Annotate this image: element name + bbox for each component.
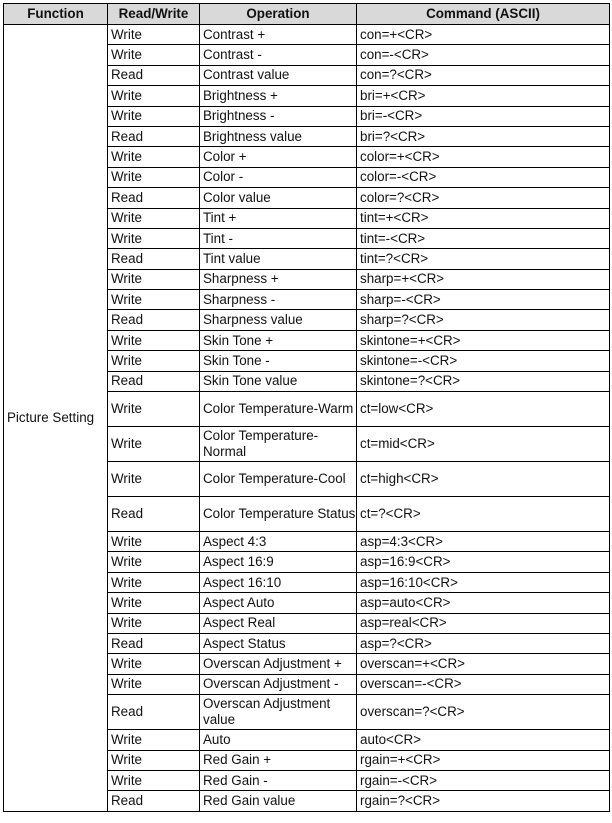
command-cell: color=+<CR> [357, 147, 610, 167]
command-cell: tint=-<CR> [357, 228, 610, 248]
read-write-cell: Read [108, 497, 200, 532]
read-write-cell: Write [108, 290, 200, 310]
read-write-cell: Write [108, 208, 200, 228]
operation-cell: Aspect Real [200, 613, 357, 633]
read-write-cell: Write [108, 25, 200, 45]
read-write-cell: Write [108, 750, 200, 770]
read-write-cell: Write [108, 674, 200, 694]
command-cell: asp=auto<CR> [357, 593, 610, 613]
command-cell: bri=+<CR> [357, 86, 610, 106]
table-row [4, 25, 610, 45]
operation-cell: Brightness + [200, 86, 357, 106]
read-write-cell: Write [108, 167, 200, 187]
command-cell: color=?<CR> [357, 188, 610, 208]
read-write-cell: Write [108, 86, 200, 106]
function-cell: Picture Setting [4, 25, 108, 812]
read-write-cell: Read [108, 249, 200, 269]
command-cell: sharp=+<CR> [357, 269, 610, 289]
command-cell: rgain=?<CR> [357, 791, 610, 811]
read-write-cell: Read [108, 310, 200, 330]
command-cell: rgain=+<CR> [357, 750, 610, 770]
read-write-cell: Write [108, 730, 200, 750]
read-write-cell: Write [108, 572, 200, 592]
command-cell: ct=mid<CR> [357, 427, 610, 462]
read-write-cell: Write [108, 770, 200, 790]
command-cell: skintone=+<CR> [357, 330, 610, 350]
operation-cell: Red Gain - [200, 770, 357, 790]
read-write-cell: Write [108, 351, 200, 371]
read-write-cell: Write [108, 552, 200, 572]
command-cell: color=-<CR> [357, 167, 610, 187]
operation-cell: Tint - [200, 228, 357, 248]
operation-cell: Color - [200, 167, 357, 187]
operation-cell: Sharpness + [200, 269, 357, 289]
read-write-cell: Read [108, 65, 200, 85]
command-cell: overscan=+<CR> [357, 654, 610, 674]
header-row [4, 4, 610, 25]
command-cell: ct=high<CR> [357, 462, 610, 497]
command-cell: auto<CR> [357, 730, 610, 750]
operation-cell: Brightness value [200, 126, 357, 146]
read-write-cell: Write [108, 45, 200, 65]
header-operation: Operation [200, 4, 357, 25]
read-write-cell: Write [108, 613, 200, 633]
operation-cell: Skin Tone value [200, 371, 357, 391]
command-table [3, 3, 610, 812]
operation-cell: Auto [200, 730, 357, 750]
read-write-cell: Read [108, 126, 200, 146]
operation-cell: Color value [200, 188, 357, 208]
operation-cell: Overscan Adjustment + [200, 654, 357, 674]
read-write-cell: Write [108, 532, 200, 552]
operation-cell: Aspect 16:9 [200, 552, 357, 572]
operation-cell: Sharpness value [200, 310, 357, 330]
command-cell: asp=16:9<CR> [357, 552, 610, 572]
read-write-cell: Write [108, 392, 200, 427]
operation-cell: Color Temperature Status [200, 497, 357, 532]
read-write-cell: Write [108, 427, 200, 462]
operation-cell: Aspect Status [200, 633, 357, 653]
command-cell: asp=real<CR> [357, 613, 610, 633]
read-write-cell: Write [108, 147, 200, 167]
read-write-cell: Write [108, 330, 200, 350]
operation-cell: Tint value [200, 249, 357, 269]
command-cell: bri=?<CR> [357, 126, 610, 146]
operation-cell: Color + [200, 147, 357, 167]
read-write-cell: Read [108, 371, 200, 391]
command-cell: sharp=-<CR> [357, 290, 610, 310]
read-write-cell: Write [108, 106, 200, 126]
operation-cell: Red Gain value [200, 791, 357, 811]
read-write-cell: Read [108, 791, 200, 811]
command-cell: asp=16:10<CR> [357, 572, 610, 592]
operation-cell: Red Gain + [200, 750, 357, 770]
header-function: Function [4, 4, 108, 25]
read-write-cell: Read [108, 633, 200, 653]
operation-cell: Tint + [200, 208, 357, 228]
operation-cell: Aspect 16:10 [200, 572, 357, 592]
read-write-cell: Read [108, 695, 200, 730]
command-cell: asp=?<CR> [357, 633, 610, 653]
table-body [4, 25, 610, 812]
header-read-write: Read/Write [108, 4, 200, 25]
command-cell: sharp=?<CR> [357, 310, 610, 330]
command-cell: con=+<CR> [357, 25, 610, 45]
operation-cell: Sharpness - [200, 290, 357, 310]
operation-cell: Skin Tone + [200, 330, 357, 350]
operation-cell: Color Temperature-Warm [200, 392, 357, 427]
command-cell: asp=4:3<CR> [357, 532, 610, 552]
read-write-cell: Write [108, 462, 200, 497]
command-cell: overscan=?<CR> [357, 695, 610, 730]
read-write-cell: Write [108, 228, 200, 248]
command-cell: bri=-<CR> [357, 106, 610, 126]
operation-cell: Overscan Adjustment value [200, 695, 357, 730]
read-write-cell: Write [108, 269, 200, 289]
operation-cell: Contrast value [200, 65, 357, 85]
command-cell: rgain=-<CR> [357, 770, 610, 790]
command-table-container [3, 3, 610, 812]
operation-cell: Contrast + [200, 25, 357, 45]
command-cell: skintone=?<CR> [357, 371, 610, 391]
command-cell: con=-<CR> [357, 45, 610, 65]
operation-cell: Color Temperature-Cool [200, 462, 357, 497]
command-cell: ct=?<CR> [357, 497, 610, 532]
read-write-cell: Write [108, 654, 200, 674]
read-write-cell: Read [108, 188, 200, 208]
command-cell: overscan=-<CR> [357, 674, 610, 694]
command-cell: skintone=-<CR> [357, 351, 610, 371]
operation-cell: Contrast - [200, 45, 357, 65]
operation-cell: Brightness - [200, 106, 357, 126]
command-cell: ct=low<CR> [357, 392, 610, 427]
operation-cell: Aspect 4:3 [200, 532, 357, 552]
operation-cell: Skin Tone - [200, 351, 357, 371]
read-write-cell: Write [108, 593, 200, 613]
command-cell: tint=?<CR> [357, 249, 610, 269]
operation-cell: Aspect Auto [200, 593, 357, 613]
command-cell: tint=+<CR> [357, 208, 610, 228]
operation-cell: Color Temperature-Normal [200, 427, 357, 462]
header-command: Command (ASCII) [357, 4, 610, 25]
command-cell: con=?<CR> [357, 65, 610, 85]
operation-cell: Overscan Adjustment - [200, 674, 357, 694]
